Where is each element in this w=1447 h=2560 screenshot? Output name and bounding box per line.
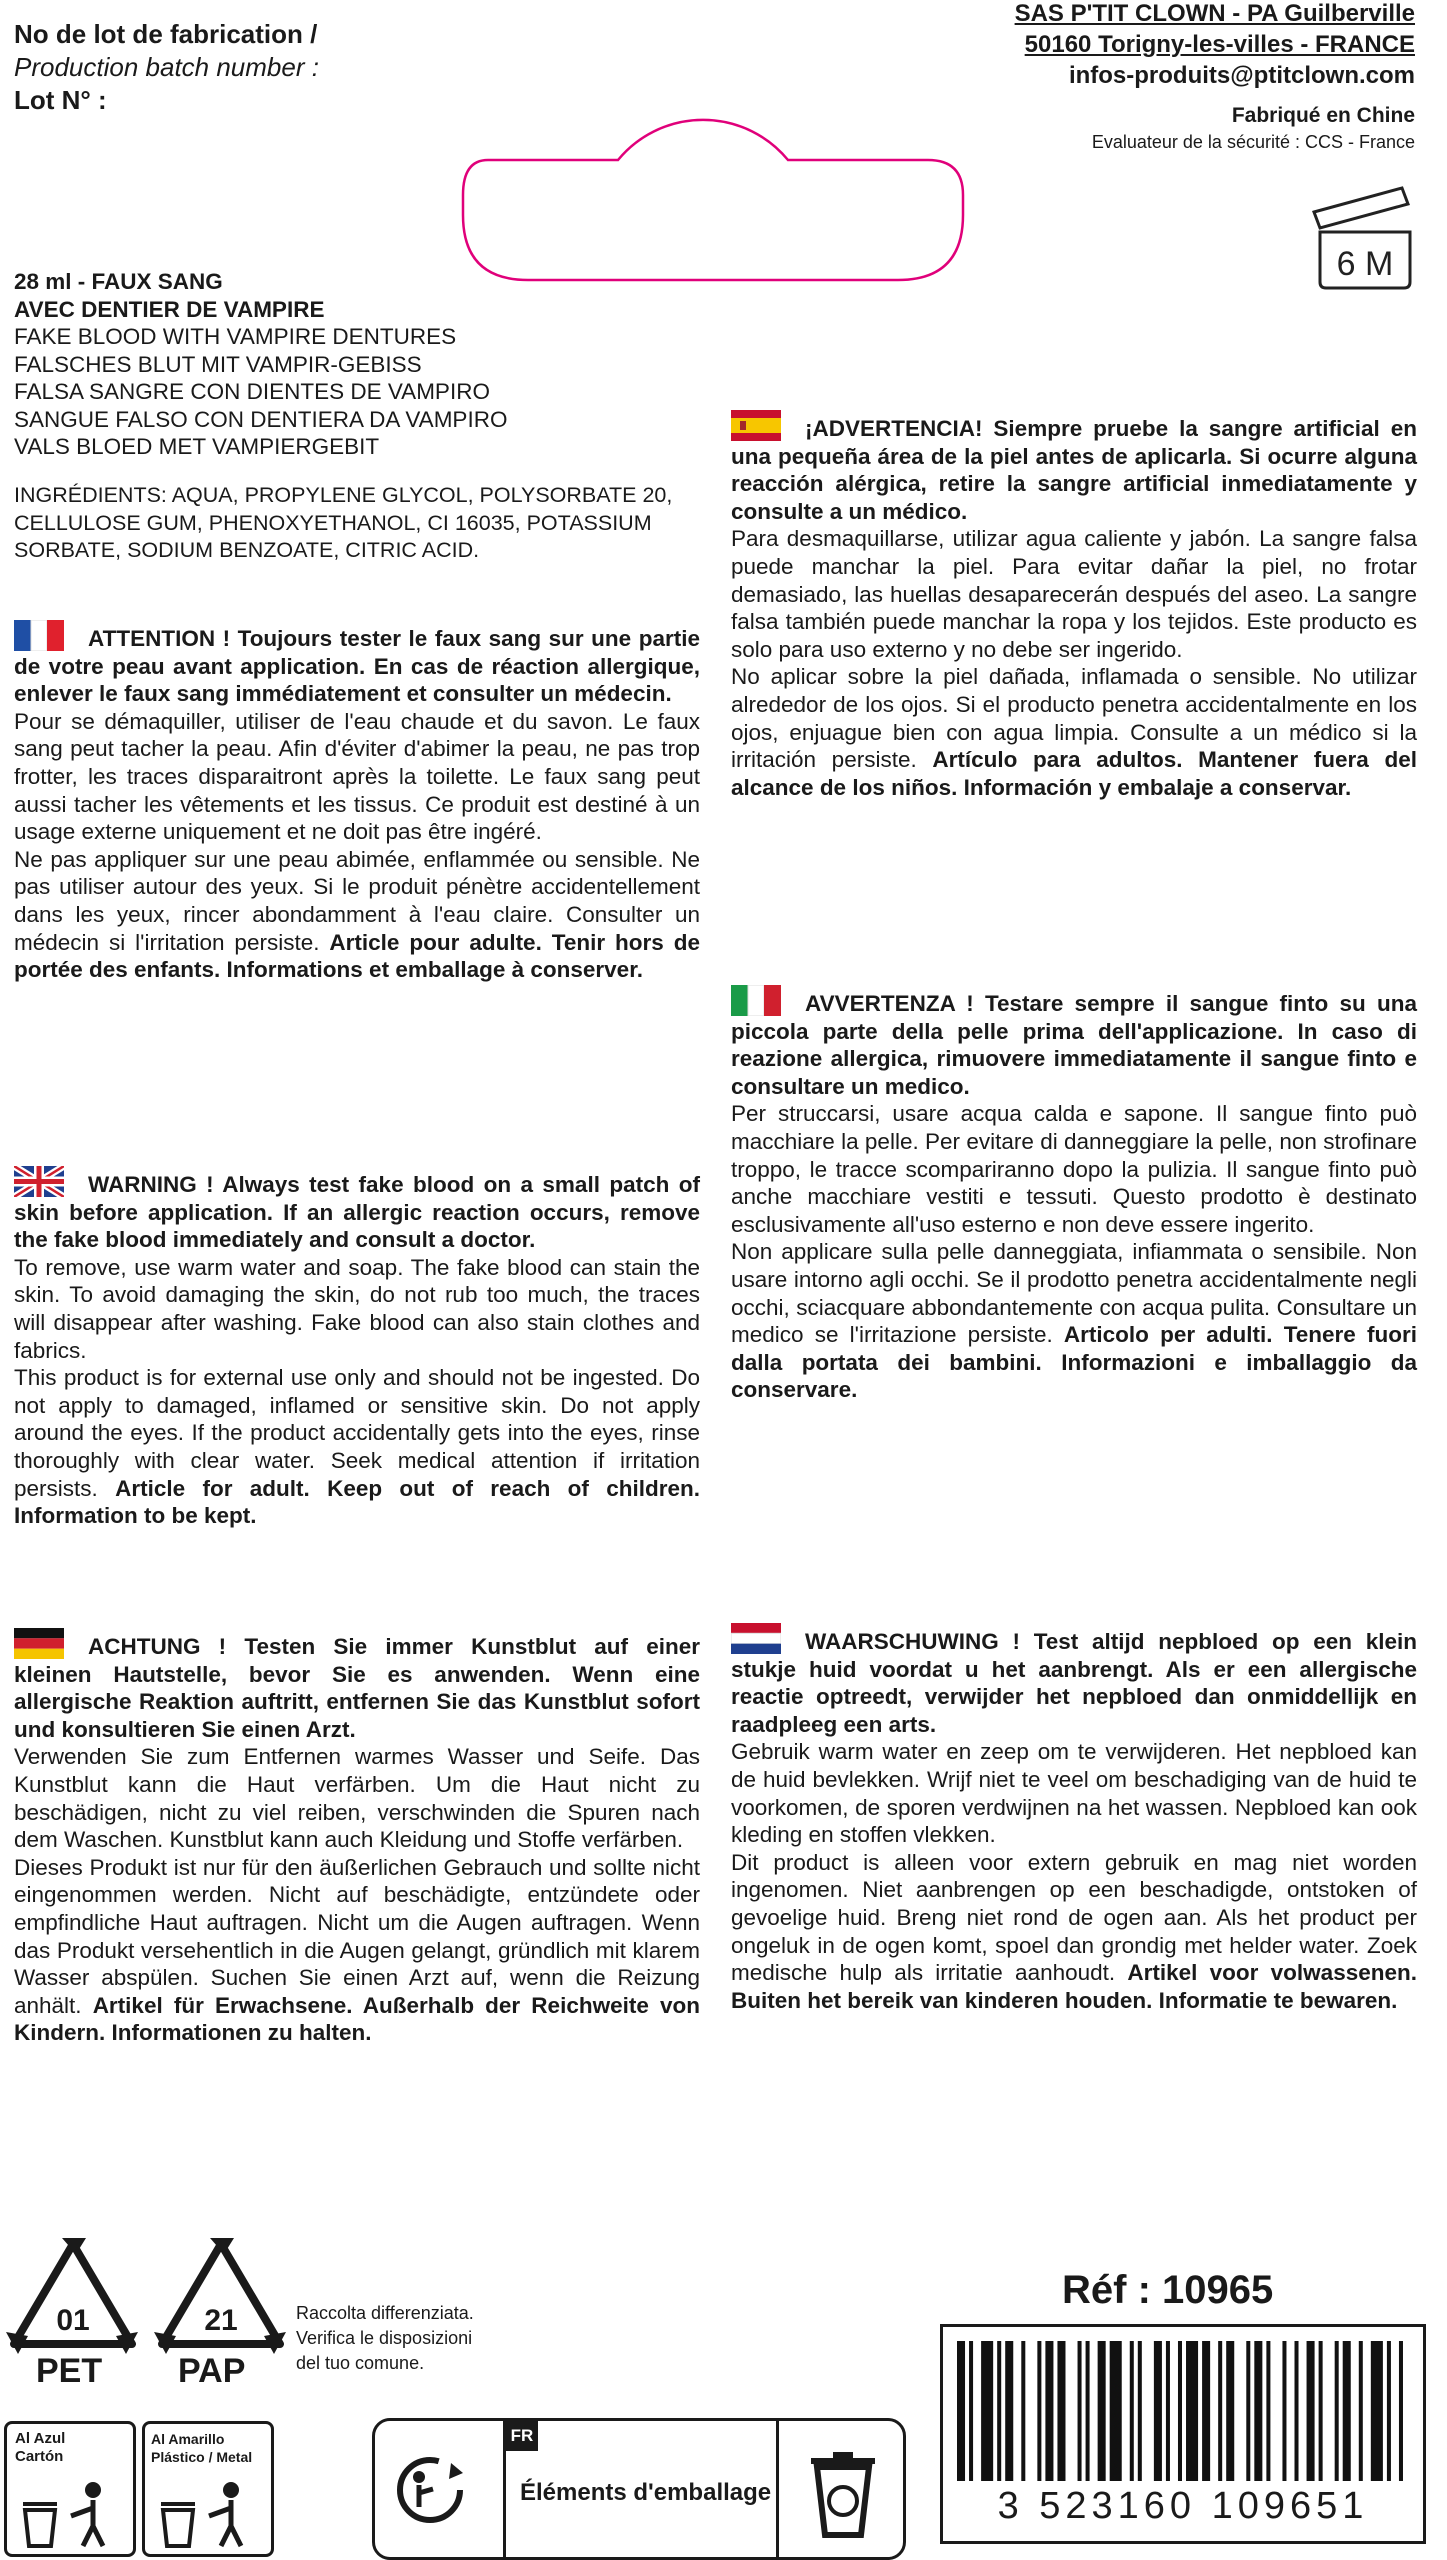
product-subtitle-fr: AVEC DENTIER DE VAMPIRE xyxy=(14,296,325,322)
barcode-bar xyxy=(957,2341,965,2481)
pap-number: 21 xyxy=(204,2304,238,2337)
text-es-1: Para desmaquillarse, utilizar agua caliente y jabón. La sangre falsa puede manchar la piel. Para evitar dañar la piel, no frotar demasiado, las huellas desaparecerán después del aseo. La sangre falsa también puede manchar la ropa y los tejidos. Este producto es solo para uso externo y no debe ser ingerido. xyxy=(731,526,1417,662)
batch-info xyxy=(14,18,319,117)
batch-label-en: Production batch number : xyxy=(14,52,319,82)
barcode-bar xyxy=(969,2341,973,2481)
company-line2: 50160 Torigny-les-villes - FRANCE xyxy=(1024,31,1415,58)
text-es-end: Artículo para adultos. Mantener fuera del alcance de los niños. Información y embalaje a conservar. xyxy=(731,747,1417,800)
section-nl xyxy=(731,1623,1417,2014)
text-de-1: Verwenden Sie zum Entfernen warmes Wasser und Seife. Das Kunstblut kann die Haut verfärben. Um die Haut nicht zu beschädigen, nicht zu viel reiben, verschwinden die Spuren nach dem Waschen. Kunstblut kann auch Kleidung und Stoffe verfärben. xyxy=(14,1744,700,1853)
company-email: infos-produits@ptitclown.com xyxy=(1068,62,1415,89)
barcode-bar xyxy=(1387,2341,1391,2481)
barcode-bar xyxy=(1282,2341,1286,2481)
batch-label-fr: No de lot de fabrication / xyxy=(14,19,318,49)
product-name-de: FALSCHES BLUT MIT VAMPIR-GEBISS xyxy=(14,351,422,377)
section-fr xyxy=(14,620,700,984)
triman-country: FR xyxy=(506,2421,538,2451)
barcode-bar xyxy=(1226,2341,1234,2481)
text-en-2: This product is for external use only and should not be ingested. Do not apply to damaged, inflamed or sensitive skin. Do not apply around the eyes. If the product accidentally gets into the eyes, rinse thoroughly with clear water. Seek medical attention if irritation persists. xyxy=(14,1365,700,1501)
barcode xyxy=(957,2341,1407,2481)
text-de-end: Artikel für Erwachsene. Außerhalb der Reichweite von Kindern. Informationen zu halten. xyxy=(14,1992,700,2046)
barcode-bar xyxy=(1138,2341,1142,2481)
barcode-bar xyxy=(1130,2341,1134,2481)
barcode-bar xyxy=(1166,2341,1170,2481)
triman-label-area xyxy=(503,2421,779,2557)
warning-de: ACHTUNG ! Testen Sie immer Kunstblut auf einer kleinen Hautstelle, bevor Sie es anwenden. Wenn eine allergische Reaktion auftritt, entfernen Sie das Kunstblut sofort und konsultieren Sie einen Arzt. xyxy=(14,1634,700,1742)
text-fr-1: Pour se démaquiller, utiliser de l'eau chaude et du savon. Le faux sang peut tacher la peau. Afin d'éviter d'abimer la peau, ne pas trop frotter, les traces disparaitront après la toilette. Le faux sang peut aussi tacher les vêtements et les tissus. Ce produit est destiné à un usage externe uniquement et ne doit pas être ingéré. xyxy=(14,708,700,845)
barcode-bar xyxy=(1335,2341,1339,2481)
barcode-bar xyxy=(1202,2341,1210,2481)
barcode-bar xyxy=(1307,2341,1315,2481)
recycle-pap-icon xyxy=(152,2232,290,2372)
recycling-note-line1: Raccolta differenziata. xyxy=(296,2303,474,2323)
section-de xyxy=(14,1628,700,2047)
barcode-bar xyxy=(1399,2341,1403,2481)
barcode-bar xyxy=(1098,2341,1106,2481)
barcode-digits: 3 523160 109651 xyxy=(997,2485,1369,2527)
flag-es-icon xyxy=(731,410,781,441)
company-info xyxy=(1015,0,1415,91)
barcode-bar xyxy=(981,2341,993,2481)
text-en-end: Article for adult. Keep out of reach of children. Information to be kept. xyxy=(14,1475,700,1529)
pao-label: 6 M xyxy=(1336,245,1394,283)
pao-jar-icon xyxy=(1308,182,1420,292)
text-fr-end: Article pour adulte. Tenir hors de portée des enfants. Informations et emballage à conserver. xyxy=(14,929,700,983)
pet-number: 01 xyxy=(56,2304,90,2337)
barcode-bar xyxy=(1110,2341,1122,2481)
warning-nl: WAARSCHUWING ! Test altijd nepbloed op een klein stukje huid voordat u het aanbrengt. Als er een allergische reactie optreedt, verwijder het nepbloed dan onmiddellijk en raadpleeg een arts. xyxy=(731,1629,1417,1737)
reference-number: Réf : 10965 xyxy=(1062,2268,1274,2312)
barcode-bar xyxy=(1295,2341,1299,2481)
barcode-bar xyxy=(1086,2341,1090,2481)
product-title-fr: 28 ml - FAUX SANG xyxy=(14,269,223,294)
sorting-bin-icon xyxy=(801,2441,885,2541)
flag-it-icon xyxy=(731,985,781,1016)
barcode-bar xyxy=(1246,2341,1250,2481)
triman-icon xyxy=(389,2449,471,2531)
text-it-end: Articolo per adulti. Tenere fuori dalla portata dei bambini. Informazioni e imballaggio da conservare. xyxy=(731,1322,1417,1403)
flag-nl-icon xyxy=(731,1623,781,1654)
person-bin-icon xyxy=(159,2480,259,2548)
flag-fr-icon xyxy=(14,620,64,651)
text-nl-end: Artikel voor volwassenen. Buiten het bereik van kinderen houden. Informatie te bewaren. xyxy=(731,1960,1417,2013)
section-es xyxy=(731,410,1417,801)
person-bin-icon xyxy=(21,2480,121,2548)
made-in: Fabriqué en Chine xyxy=(1231,104,1415,127)
text-de-2: Dieses Produkt ist nur für den äußerlichen Gebrauch und sollte nicht eingenommen werden. Nicht auf beschädigte, entzündete oder empfindliche Haut auftragen. Nicht um die Augen auftragen. Wenn das Produkt versehentlich in die Augen gelangt, gründlich mit klarem Wasser abspülen. Suchen Sie einen Arzt auf, wenn die Reizung anhält. xyxy=(14,1854,700,2018)
text-fr-2: Ne pas appliquer sur une peau abimée, enflammée ou sensible. Ne pas utiliser autour des yeux. Si le produit pénètre accidentellement dans les yeux, rincer abondamment à l'eau claire. Consulter un médecin si l'irritation persiste. xyxy=(14,846,700,955)
barcode-bar xyxy=(1045,2341,1053,2481)
barcode-bar xyxy=(997,2341,1001,2481)
barcode-box xyxy=(940,2324,1426,2544)
text-nl-2: Dit product is alleen voor extern gebruik en mag niet worden ingenomen. Niet aanbrengen op een beschadigde, ontstoken of gevoelige huid. Breng niet rond de ogen aan. Als het product per ongeluk in de ogen komt, spoel dan grondig met helder water. Zoek medische hulp als irritatie aanhoudt. xyxy=(731,1849,1417,1986)
company-line1: SAS P'TIT CLOWN - PA Guilberville xyxy=(1014,0,1415,27)
es-bin-box2-line2: Plástico / Metal xyxy=(151,2449,253,2465)
barcode-bar xyxy=(1186,2341,1198,2481)
product-name-en: FAKE BLOOD WITH VAMPIRE DENTURES xyxy=(14,324,457,349)
warning-es: ¡ADVERTENCIA! Siempre pruebe la sangre artificial en una pequeña área de la piel antes de aplicarla. Si ocurre alguna reacción alérgica, retire la sangre artificial inmediatamente y consulte a un médico. xyxy=(731,416,1417,524)
warning-fr: ATTENTION ! Toujours tester le faux sang sur une partie de votre peau avant application. En cas de réaction allergique, enlever le faux sang immédiatement et consulter un médecin. xyxy=(14,626,700,707)
warning-en: WARNING ! Always test fake blood on a small patch of skin before application. If an allergic reaction occurs, remove the fake blood immediately and consult a doctor. xyxy=(14,1172,700,1253)
barcode-bar xyxy=(1371,2341,1383,2481)
pet-label: PET xyxy=(36,2352,103,2390)
barcode-bar xyxy=(1319,2341,1323,2481)
pap-label: PAP xyxy=(178,2352,246,2390)
product-name-es: FALSA SANGRE CON DIENTES DE VAMPIRO xyxy=(14,379,490,404)
recycling-note-line2: Verifica le disposizioni xyxy=(296,2328,473,2348)
text-it-2: Non applicare sulla pelle danneggiata, infiammata o sensibile. Non usare intorno agli occhi. Se il prodotto penetra accidentalmente negli occhi, sciacquare abbondantemente con acqua pulita. Consultare un medico se l'irritazione persiste. xyxy=(731,1239,1417,1348)
section-it xyxy=(731,985,1417,1404)
barcode-bar xyxy=(1254,2341,1262,2481)
barcode-bar xyxy=(1218,2341,1222,2481)
barcode-bar xyxy=(1037,2341,1041,2481)
barcode-bar xyxy=(1021,2341,1025,2481)
ingredients: INGRÉDIENTS: AQUA, PROPYLENE GLYCOL, POLYSORBATE 20, CELLULOSE GUM, PHENOXYETHANOL, CI 16035, POTASSIUM SORBATE, SODIUM BENZOATE, CITRIC ACID. xyxy=(14,483,673,562)
product-name-nl: VALS BLOED MET VAMPIERGEBIT xyxy=(14,434,380,459)
triman-box xyxy=(372,2418,906,2560)
barcode-bar xyxy=(1078,2341,1082,2481)
text-nl-1: Gebruik warm water en zeep om te verwijderen. Het nepbloed kan de huid bevlekken. Wrijf niet te veel om beschadiging van de huid te voorkomen, de sporen verdwijnen na het wassen. Nepbloed kan ook kleding en stoffen vlekken. xyxy=(731,1739,1417,1848)
product-names xyxy=(14,268,507,461)
section-en xyxy=(14,1166,700,1530)
barcode-bar xyxy=(1266,2341,1270,2481)
text-es-2: No aplicar sobre la piel dañada, inflamada o sensible. No utilizar alrededor de los ojos. Si el producto penetra accidentalmente en los ojos, enjuague bien con agua limpia. Consulte a un médico si la irritación persiste. xyxy=(731,664,1417,773)
es-bin-box2-line1: Al Amarillo xyxy=(151,2431,225,2447)
barcode-bar xyxy=(1359,2341,1363,2481)
barcode-bar xyxy=(1005,2341,1013,2481)
text-en-1: To remove, use warm water and soap. The fake blood can stain the skin. To avoid damaging the skin, do not rub too much, the traces will disappear after washing. Fake blood can also stain clothes and fabrics. xyxy=(14,1254,700,1363)
barcode-bar xyxy=(1057,2341,1065,2481)
warning-it: AVVERTENZA ! Testare sempre il sangue finto su una piccola parte della pelle prima dell'applicazione. In caso di reazione allergica, rimuovere immediatamente il sangue finto e consultare un medico. xyxy=(731,991,1417,1099)
recycling-note-line3: del tuo comune. xyxy=(296,2353,425,2373)
es-bin-box-blue xyxy=(4,2421,136,2557)
lot-label: Lot N° : xyxy=(14,85,107,115)
hang-hole-outline xyxy=(458,90,968,290)
triman-label: Éléments d'emballage xyxy=(520,2479,772,2506)
flag-de-icon xyxy=(14,1628,64,1659)
barcode-bar xyxy=(1154,2341,1162,2481)
flag-uk-icon xyxy=(14,1166,64,1197)
es-bin-box1-line2: Cartón xyxy=(15,2448,64,2465)
safety-assessor: Evaluateur de la sécurité : CCS - France xyxy=(1091,132,1415,152)
product-name-it: SANGUE FALSO CON DENTIERA DA VAMPIRO xyxy=(14,406,508,432)
text-it-1: Per struccarsi, usare acqua calda e sapone. Il sangue finto può macchiare la pelle. Per evitare di danneggiare la pelle, non strofinare troppo, le tracce scompariranno dopo la pulizia. Il sangue finto può anche macchiare vestiti e tessuti. Questo prodotto è destinato esclusivamente all'uso esterno e non deve essere ingerito. xyxy=(731,1101,1417,1237)
es-bin-box1-line1: Al Azul xyxy=(15,2430,66,2447)
es-bin-box-yellow xyxy=(142,2421,274,2557)
barcode-bar xyxy=(1178,2341,1182,2481)
barcode-bar xyxy=(1343,2341,1351,2481)
recycle-pet-icon xyxy=(4,2232,142,2372)
recycling-note xyxy=(296,2301,474,2376)
